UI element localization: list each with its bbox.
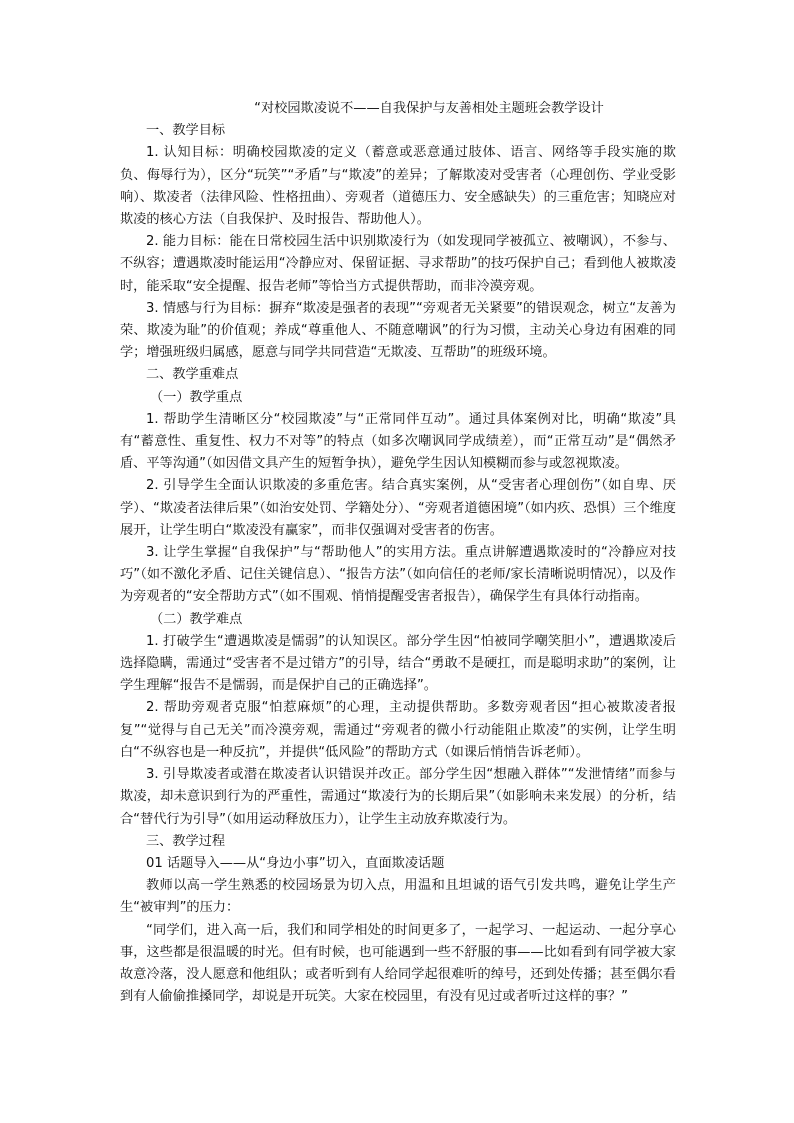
- document-title: “对校园欺凌说不——自我保护与友善相处主题班会教学设计: [254, 101, 604, 116]
- document-body: [120, 98, 676, 1008]
- section-heading-key-points: 二、教学重难点: [146, 367, 239, 383]
- paragraph-difficulty-2: 2. 帮助旁观者克服“怕惹麻烦”的心理，主动提供帮助。多数旁观者因“担心被欺凌者报复”“觉得与自己无关”而冷漠旁观，需通过“旁观者的微小行动能阻止欺凌”的实例，让学生明白“不纵容也是一种反抗”，并提供“低风险”的帮助方式（如课后悄悄告诉老师）。: [120, 700, 676, 760]
- paragraph-intro: 教师以高一学生熟悉的校园场景为切入点，用温和且坦诚的语气引发共鸣，避免让学生产生“被审判”的压力：: [120, 878, 676, 916]
- section-heading-process: 三、教学过程: [146, 833, 226, 849]
- step-heading-intro: 01 话题导入——从“身边小事”切入，直面欺凌话题: [146, 855, 445, 871]
- paragraph-ability-goal: 2. 能力目标：能在日常校园生活中识别欺凌行为（如发现同学被孤立、被嘲讽），不参与、不纵容；遭遇欺凌时能运用“冷静应对、保留证据、寻求帮助”的技巧保护自己；看到他人被欺凌时，能采取“安全提醒、报告老师”等恰当方式提供帮助，而非冷漠旁观。: [120, 234, 676, 294]
- paragraph-key-point-1: 1. 帮助学生清晰区分“校园欺凌”与“正常同伴互动”。通过具体案例对比，明确“欺凌”具有“蓄意性、重复性、权力不对等”的特点（如多次嘲讽同学成绩差），而“正常互动”是“偶然矛盾、平等沟通”（如因借文具产生的短暂争执），避免学生因认知模糊而参与或忽视欺凌。: [120, 411, 676, 472]
- subheading-key-points: （一）教学重点: [150, 389, 243, 405]
- paragraph-emotion-goal: 3. 情感与行为目标：摒弃“欺凌是强者的表现”“旁观者无关紧要”的错误观念，树立“友善为荣、欺凌为耻”的价值观；养成“尊重他人、不随意嘲讽”的行为习惯，主动关心身边有困难的同学；增强班级归属感，愿意与同学共同营造“无欺凌、互帮助”的班级环境。: [120, 300, 676, 361]
- paragraph-cognitive-goal: 1. 认知目标：明确校园欺凌的定义（蓄意或恶意通过肢体、语言、网络等手段实施的欺负、侮辱行为），区分“玩笑”“矛盾”与“欺凌”的差异；了解欺凌对受害者（心理创伤、学业受影响）、欺凌者（法律风险、性格扭曲）、旁观者（道德压力、安全感缺失）的三重危害；知晓应对欺凌的核心方法（自我保护、及时报告、帮助他人）。: [120, 145, 676, 228]
- paragraph-difficulty-3: 3. 引导欺凌者或潜在欺凌者认识错误并改正。部分学生因“想融入群体”“发泄情绪”而参与欺凌，却未意识到行为的严重性，需通过“欺凌行为的长期后果”（如影响未来发展）的分析，结合“替代行为引导”（如用运动释放压力），让学生主动放弃欺凌行为。: [120, 767, 676, 827]
- paragraph-key-point-2: 2. 引导学生全面认识欺凌的多重危害。结合真实案例，从“受害者心理创伤”（如自卑、厌学）、“欺凌者法律后果”（如治安处罚、学籍处分）、“旁观者道德困境”（如内疚、恐惧）三个维度展开，让学生明白“欺凌没有赢家”，而非仅强调对受害者的伤害。: [120, 478, 676, 538]
- paragraph-difficulty-1: 1. 打破学生“遭遇欺凌是懦弱”的认知误区。部分学生因“怕被同学嘲笑胆小”，遭遇欺凌后选择隐瞒，需通过“受害者不是过错方”的引导，结合“勇敢不是硬扛，而是聪明求助”的案例，让学生理解“报告不是懦弱，而是保护自己的正确选择”。: [120, 633, 676, 694]
- paragraph-key-point-3: 3. 让学生掌握“自我保护”与“帮助他人”的实用方法。重点讲解遭遇欺凌时的“冷静应对技巧”（如不激化矛盾、记住关键信息）、“报告方法”（如向信任的老师/家长清晰说明情况），以及作为旁观者的“安全帮助方式”（如不围观、悄悄提醒受害者报告），确保学生有具体行动指南。: [120, 545, 676, 605]
- subheading-difficulties: （二）教学难点: [150, 611, 243, 627]
- section-heading-objectives: 一、教学目标: [146, 123, 226, 139]
- paragraph-teacher-quote: “同学们，进入高一后，我们和同学相处的时间更多了，一起学习、一起运动、一起分享心事，这些都是很温暖的时光。但有时候，也可能遇到一些不舒服的事——比如看到有同学被大家故意冷落，没人愿意和他组队；或者听到有人给同学起很难听的绰号，还到处传播；甚至偶尔看到有人偷偷推搡同学，却说是开玩笑。大家在校园里，有没有见过或者听过这样的事？”: [120, 922, 676, 1005]
